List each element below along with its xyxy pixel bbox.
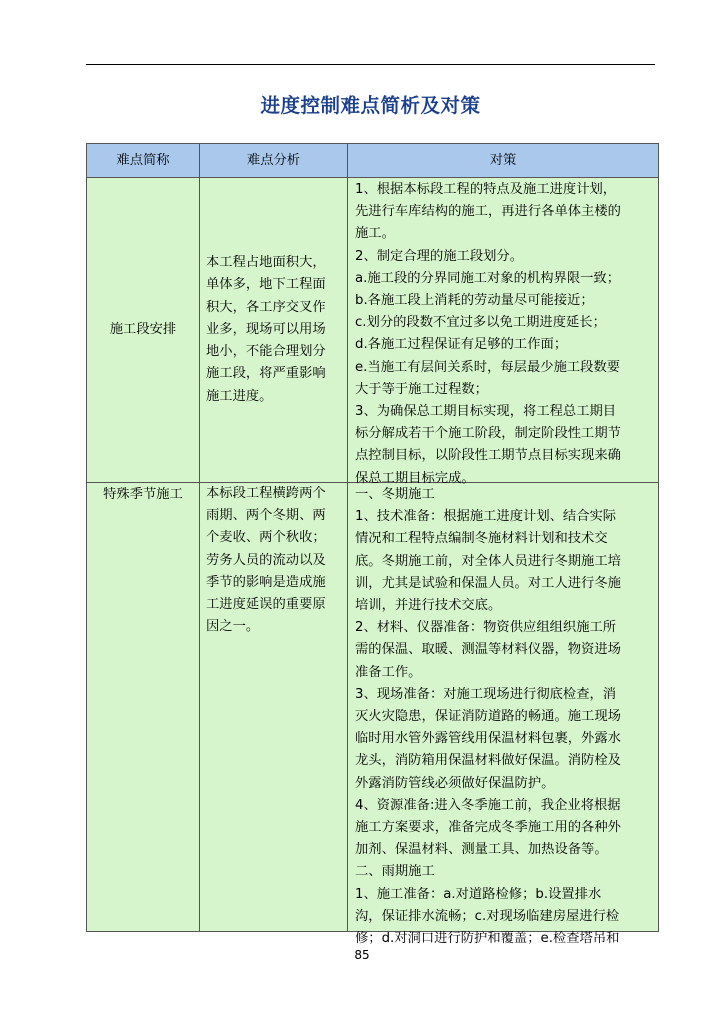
- header-measures: 对策: [348, 144, 659, 178]
- measure-line: a.施工段的分界同施工对象的机构界限一致；: [355, 270, 621, 286]
- measure-line: 底。冬期施工前，对全体人员进行冬期施工培: [355, 553, 621, 569]
- measure-line: d.各施工过程保证有足够的工作面；: [355, 337, 568, 353]
- measure-line: b.各施工段上消耗的劳动量尽可能接近；: [355, 293, 594, 309]
- measure-line: 训，尤其是试验和保温人员。对工人进行冬施: [355, 575, 621, 591]
- table-row: [87, 178, 659, 483]
- analysis-line: 积大，各工序交叉作: [206, 299, 326, 315]
- analysis-line: 个麦收、两个秋收；: [206, 530, 326, 546]
- measure-line: 修；d.对洞口进行防护和覆盖；e.检查塔吊和: [355, 931, 620, 947]
- difficulty-table: [86, 143, 659, 947]
- measure-line: 标分解成若干个施工阶段，制定阶段性工期节: [355, 426, 621, 442]
- measure-line: 培训，并进行技术交底。: [355, 598, 502, 614]
- row-analysis: [200, 483, 348, 932]
- analysis-line: 施工进度。: [206, 388, 273, 404]
- measure-line: 先进行车库结构的施工，再进行各单体主楼的: [355, 204, 621, 220]
- row-name: 特殊季节施工: [87, 483, 200, 932]
- measure-line: 沟，保证排水流畅；c.对现场临建房屋进行检: [355, 908, 620, 924]
- measure-line: 加剂、保温材料、测量工具、加热设备等。: [355, 842, 608, 858]
- measure-line: 准备工作。: [355, 664, 422, 680]
- measure-line: 临时用水管外露管线用保温材料包裹，外露水: [355, 731, 621, 747]
- analysis-line: 因之一。: [206, 619, 260, 635]
- measure-line: 1、根据本标段工程的特点及施工进度计划，: [355, 182, 617, 197]
- analysis-line: 季节的影响是造成施: [206, 574, 326, 590]
- header-analysis: 难点分析: [200, 144, 348, 178]
- measure-line: 情况和工程特点编制冬施材料计划和技术交: [355, 531, 608, 547]
- measure-line: 一、冬期施工: [355, 487, 435, 502]
- analysis-line: 单体多，地下工程面: [206, 277, 326, 293]
- measure-line: 二、雨期施工: [355, 864, 435, 880]
- analysis-line: 本标段工程横跨两个: [206, 486, 326, 501]
- header-name: 难点简称: [87, 144, 200, 178]
- measure-line: 外露消防管线必须做好保温防护。: [355, 775, 555, 791]
- row-measures: [348, 178, 659, 486]
- analysis-line: 劳务人员的流动以及: [206, 552, 326, 568]
- measure-line: 灭火灾隐患，保证消防道路的畅通。施工现场: [355, 709, 621, 725]
- measure-line: 1、技术准备：根据施工进度计划、结合实际: [355, 509, 617, 525]
- measure-line: e.当施工有层间关系时，每层最少施工段数要: [355, 359, 621, 375]
- analysis-line: 业多，现场可以用场: [206, 321, 326, 337]
- page-title: 进度控制难点简析及对策: [260, 94, 481, 117]
- measure-line: 4、资源准备:进入冬季施工前，我企业将根据: [355, 797, 621, 813]
- row-measures: [348, 483, 659, 947]
- measure-line: 点控制目标，以阶段性工期节点目标实现来确: [355, 448, 621, 464]
- table-row: [87, 483, 659, 932]
- analysis-line: 地小，不能合理划分: [206, 344, 326, 360]
- measure-line: 3、为确保总工期目标实现，将工程总工期目: [355, 404, 617, 420]
- measure-line: 施工。: [355, 226, 395, 242]
- analysis-line: 本工程占地面积大，: [206, 255, 326, 271]
- measure-line: c.划分的段数不宜过多以免工期进度延长；: [355, 315, 606, 331]
- measure-line: 保总工期目标完成。: [355, 470, 475, 486]
- measure-line: 2、材料、仪器准备：物资供应组组织施工所: [355, 620, 617, 636]
- table-header-row: [87, 144, 659, 178]
- measure-line: 2、制定合理的施工段划分。: [355, 248, 524, 264]
- row-name: 施工段安排: [87, 178, 200, 483]
- analysis-line: 工进度延误的重要原: [206, 597, 326, 613]
- page-number: 85: [354, 948, 370, 962]
- measure-line: 龙头，消防箱用保温材料做好保温。消防栓及: [355, 753, 621, 769]
- measure-line: 需的保温、取暖、测温等材料仪器，物资进场: [355, 642, 621, 658]
- header-rule: [86, 64, 655, 65]
- measure-line: 施工方案要求，准备完成冬季施工用的各种外: [355, 820, 621, 836]
- measure-line: 大于等于施工过程数；: [355, 381, 488, 397]
- measure-line: 1、施工准备：a.对道路检修；b.设置排水: [355, 886, 602, 902]
- analysis-line: 施工段，将严重影响: [206, 366, 326, 382]
- analysis-line: 雨期、两个冬期、两: [206, 508, 326, 524]
- measure-line: 3、现场准备：对施工现场进行彻底检查，消: [355, 686, 617, 702]
- row-analysis: [200, 178, 348, 483]
